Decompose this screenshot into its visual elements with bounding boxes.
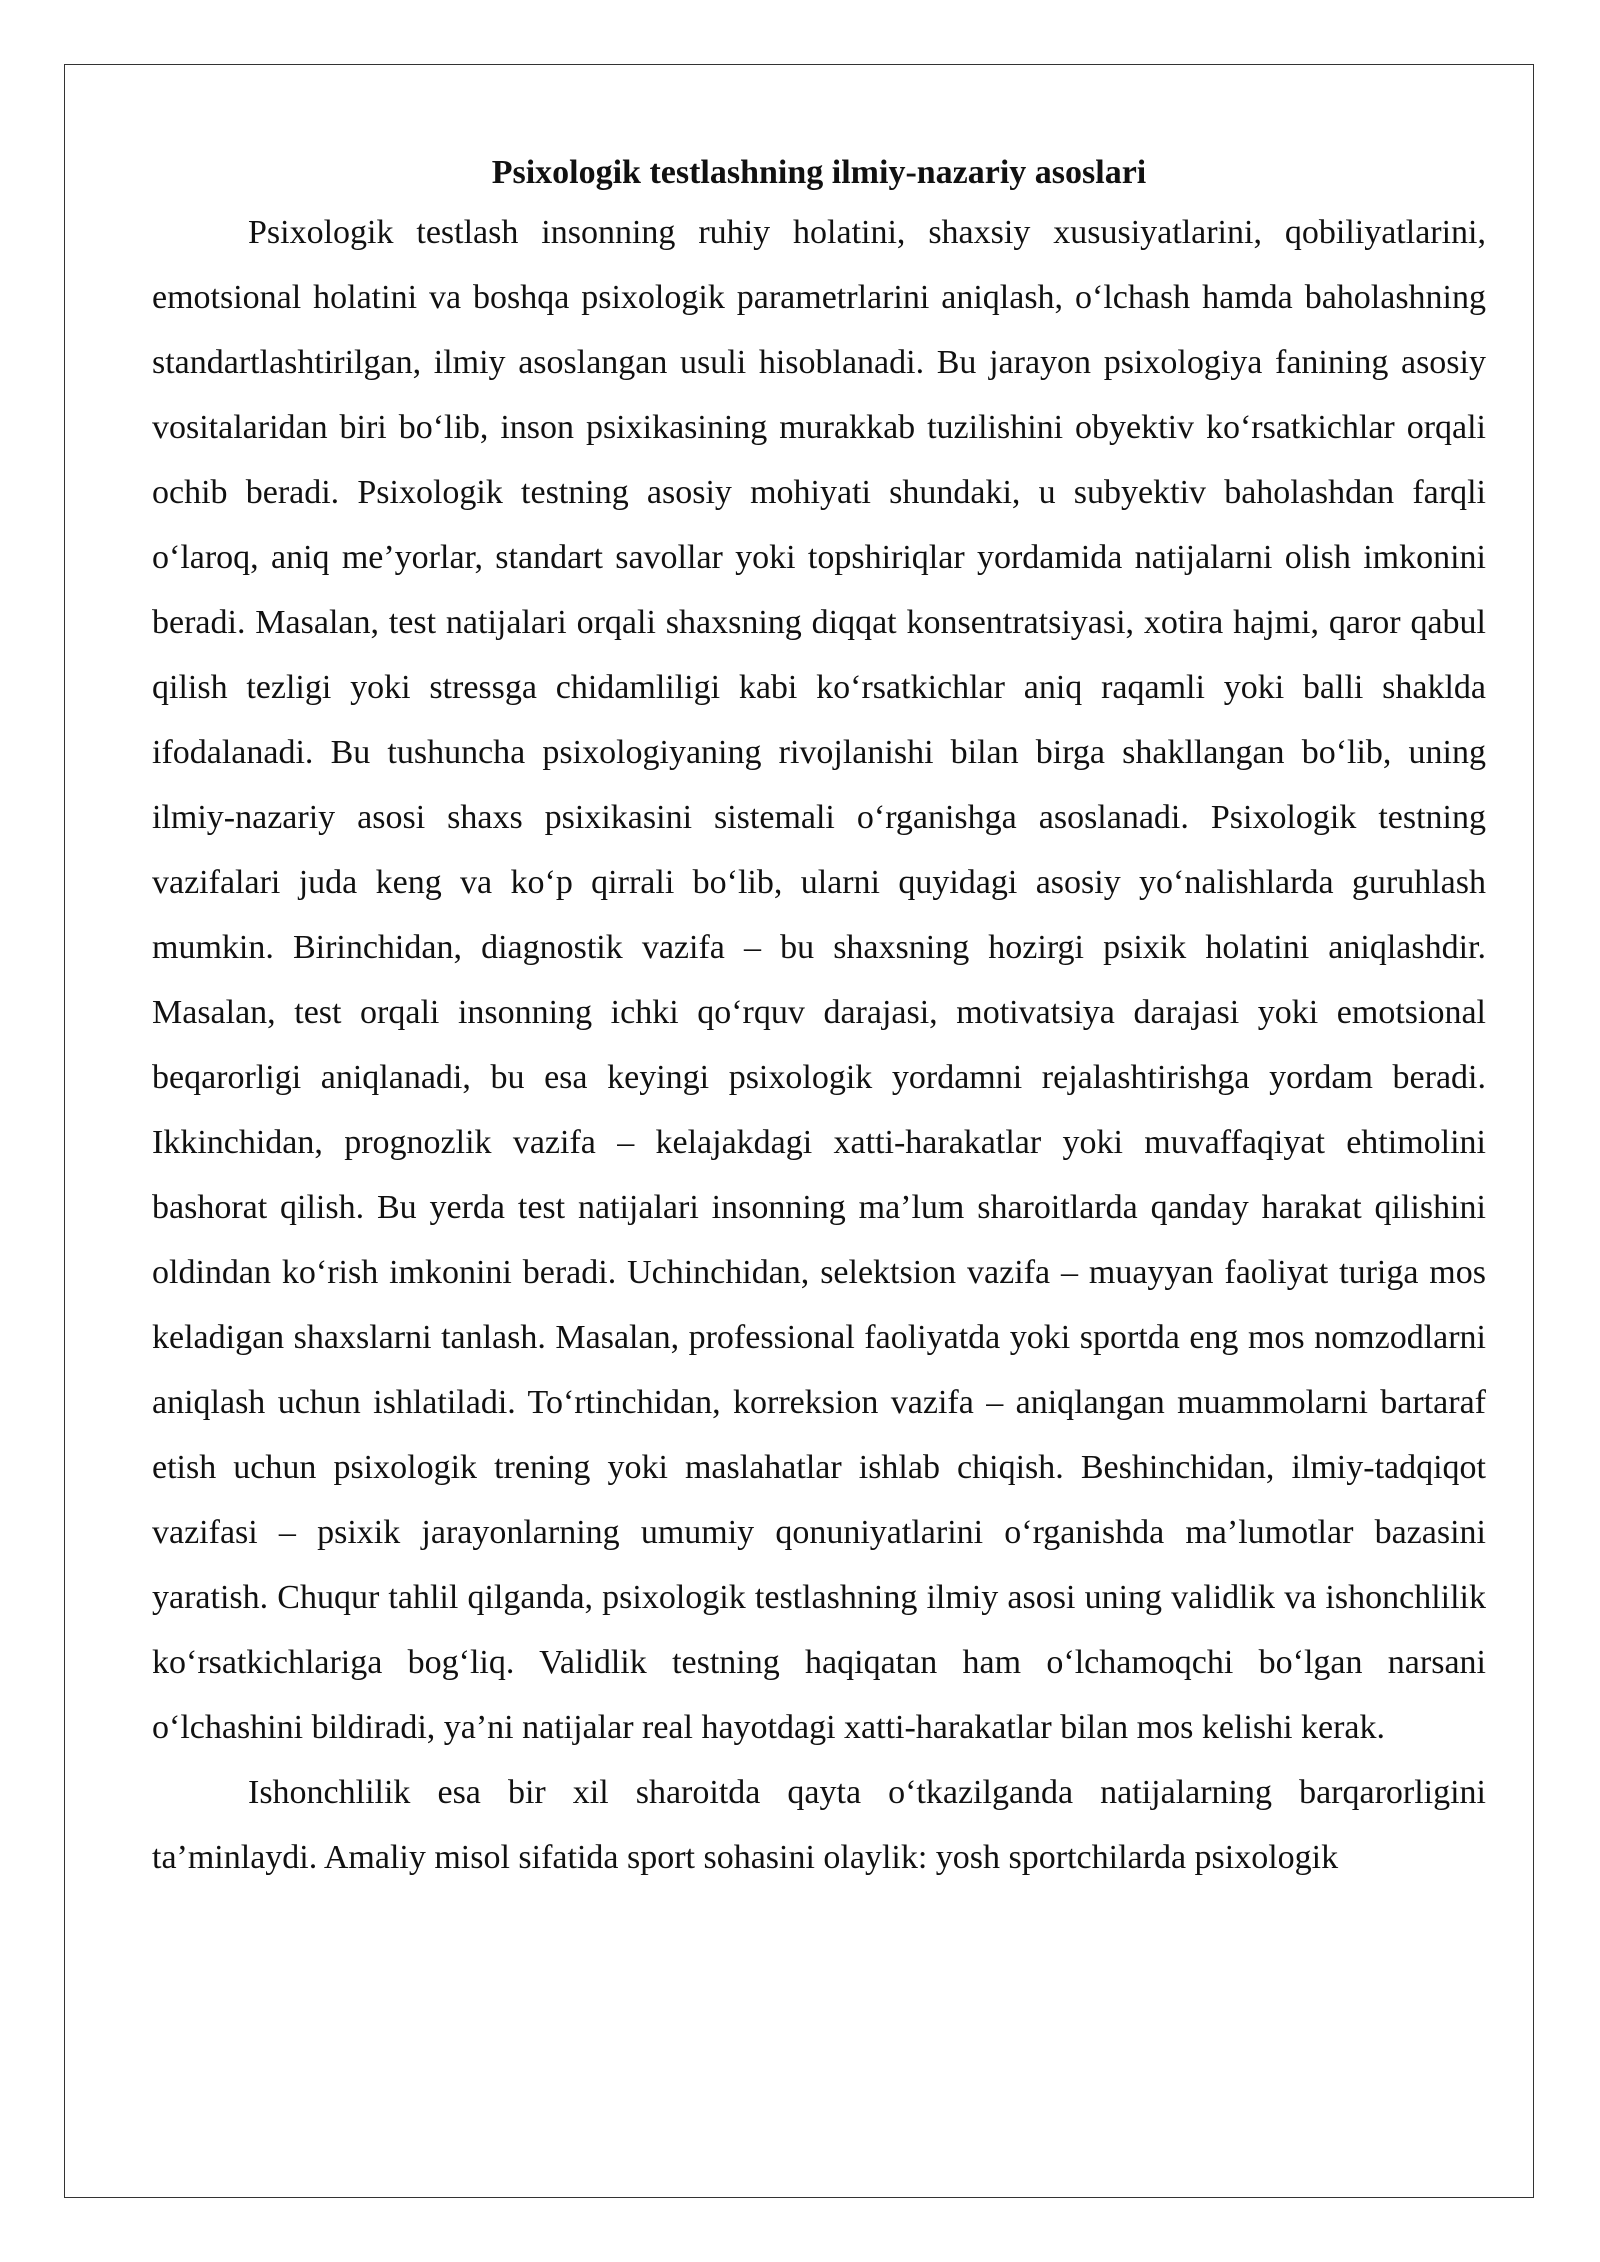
paragraph-2: Ishonchlilik esa bir xil sharoitda qayta o‘tkazilganda natijalarning barqarorligini ta’minlaydi. Amaliy misol sifatida sport sohasini olaylik: yosh sportchilarda psixologik — [152, 1774, 1486, 1876]
document-title: Psixologik testlashning ilmiy-nazariy asoslari — [491, 154, 1147, 191]
paragraph-1: Psixologik testlash insonning ruhiy holatini, shaxsiy xususiyatlarini, qobiliyatlarini, emotsional holatini va boshqa psixologik parametrlarini aniqlash, o‘lchash hamda baholashning standartlashtirilgan, ilmiy asoslangan usuli hisoblanadi. Bu jarayon psixologiya fanining asosiy vositalaridan biri bo‘lib, inson psixikasining murakkab tuzilishini obyektiv ko‘rsatkichlar orqali ochib beradi. Psixologik testning asosiy mohiyati shundaki, u subyektiv baholashdan farqli o‘laroq, aniq me’yorlar, standart savollar yoki topshiriqlar yordamida natijalarni olish imkonini beradi. Masalan, test natijalari orqali shaxsning diqqat konsentratsiyasi, xotira hajmi, qaror qabul qilish tezligi yoki stressga chidamliligi kabi ko‘rsatkichlar aniq raqamli yoki balli shaklda ifodalanadi. Bu tushuncha psixologiyaning rivojlanishi bilan birga shakllangan bo‘lib, uning ilmiy-nazariy asosi shaxs psixikasini sistemali o‘rganishga asoslanadi. Psixologik testning vazifalari juda keng va ko‘p qirrali bo‘lib, ularni quyidagi asosiy yo‘nalishlarda guruhlash mumkin. Birinchidan, diagnostik vazifa – bu shaxsning hozirgi psixik holatini aniqlashdir. Masalan, test orqali insonning ichki qo‘rquv darajasi, motivatsiya darajasi yoki emotsional beqarorligi aniqlanadi, bu esa keyingi psixologik yordamni rejalashtirishga yordam beradi. Ikkinchidan, prognozlik vazifa – kelajakdagi xatti-harakatlar yoki muvaffaqiyat ehtimolini bashorat qilish. Bu yerda test natijalari insonning ma’lum sharoitlarda qanday harakat qilishini oldindan ko‘rish imkonini beradi. Uchinchidan, selektsion vazifa – muayyan faoliyat turiga mos keladigan shaxslarni tanlash. Masalan, professional faoliyatda yoki sportda eng mos nomzodlarni aniqlash uchun ishlatiladi. To‘rtinchidan, korreksion vazifa – aniqlangan muammolarni bartaraf etish uchun psixologik trening yoki maslahatlar ishlab chiqish. Beshinchidan, ilmiy-tadqiqot vazifasi – psixik jarayonlarning umumiy qonuniyatlarini o‘rganishda ma’lumotlar bazasini yaratish. Chuqur tahlil qilganda, psixologik testlashning ilmiy asosi uning validlik va ishonchlilik ko‘rsatkichlariga bog‘liq. Validlik testning haqiqatan ham o‘lchamoqchi bo‘lgan narsani o‘lchashini bildiradi, ya’ni natijalar real hayotdagi xatti-harakatlar bilan mos kelishi kerak. — [152, 214, 1486, 1746]
document-body — [152, 148, 1486, 1890]
